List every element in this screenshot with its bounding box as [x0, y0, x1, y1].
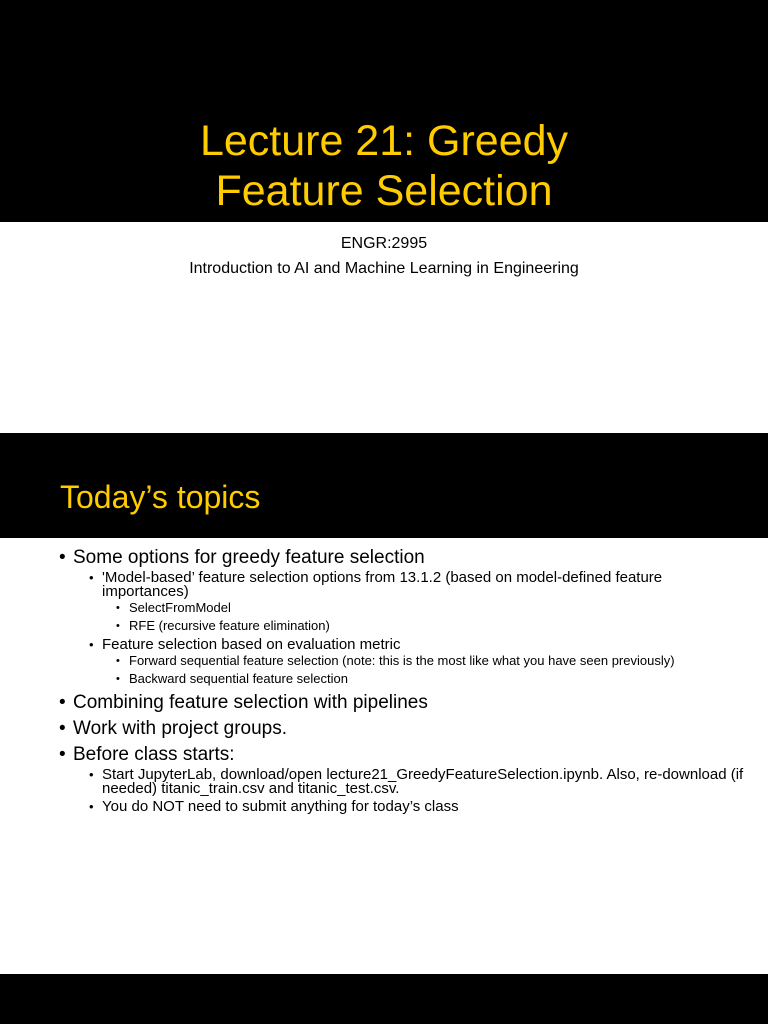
slide2-title: Today’s topics: [60, 479, 261, 515]
bullet-no-submit: • You do NOT need to submit anything for today’s class: [89, 800, 749, 814]
bullet-start-jupyterlab: • Start JupyterLab, download/open lecture21_GreedyFeatureSelection.ipynb. Also, re-download (if needed) titanic_train.csv and titanic_test.csv.: [89, 768, 749, 796]
slide1-title-line2: Feature Selection: [215, 167, 553, 215]
bullet-text: Feature selection based on evaluation metric: [102, 636, 401, 653]
bullet-model-based: [89, 571, 749, 632]
bullet-before-class: [59, 743, 749, 814]
bullet-forward-sfs: • Forward sequential feature selection (note: this is the most like what you have seen previously): [116, 655, 749, 667]
bullet-eval-metric: [89, 638, 749, 685]
bullet-selectfrommodel: • SelectFromModel: [116, 602, 749, 614]
bullet-rfe: • RFE (recursive feature elimination): [116, 620, 749, 632]
bullet-backward-sfs: • Backward sequential feature selection: [116, 673, 749, 685]
slide1-title-line1: Lecture 21: Greedy: [199, 117, 569, 165]
bullet-pipelines: • Combining feature selection with pipelines: [59, 691, 749, 714]
bullet-text: Before class starts:: [73, 744, 235, 765]
slide1-body: [0, 222, 768, 433]
topics-list: [59, 546, 749, 818]
slide1-title: [0, 116, 768, 216]
slide2-bottom-band: [0, 974, 768, 1024]
bullet-text: 'Model-based’ feature selection options from 13.1.2 (based on model-defined feature importances): [102, 569, 663, 600]
bullet-project-groups: • Work with project groups.: [59, 717, 749, 740]
bullet-greedy-options: [59, 546, 749, 685]
course-code: ENGR:2995: [340, 235, 428, 252]
bullet-text: Some options for greedy feature selection: [73, 547, 425, 568]
course-name: Introduction to AI and Machine Learning in Engineering: [189, 260, 579, 277]
